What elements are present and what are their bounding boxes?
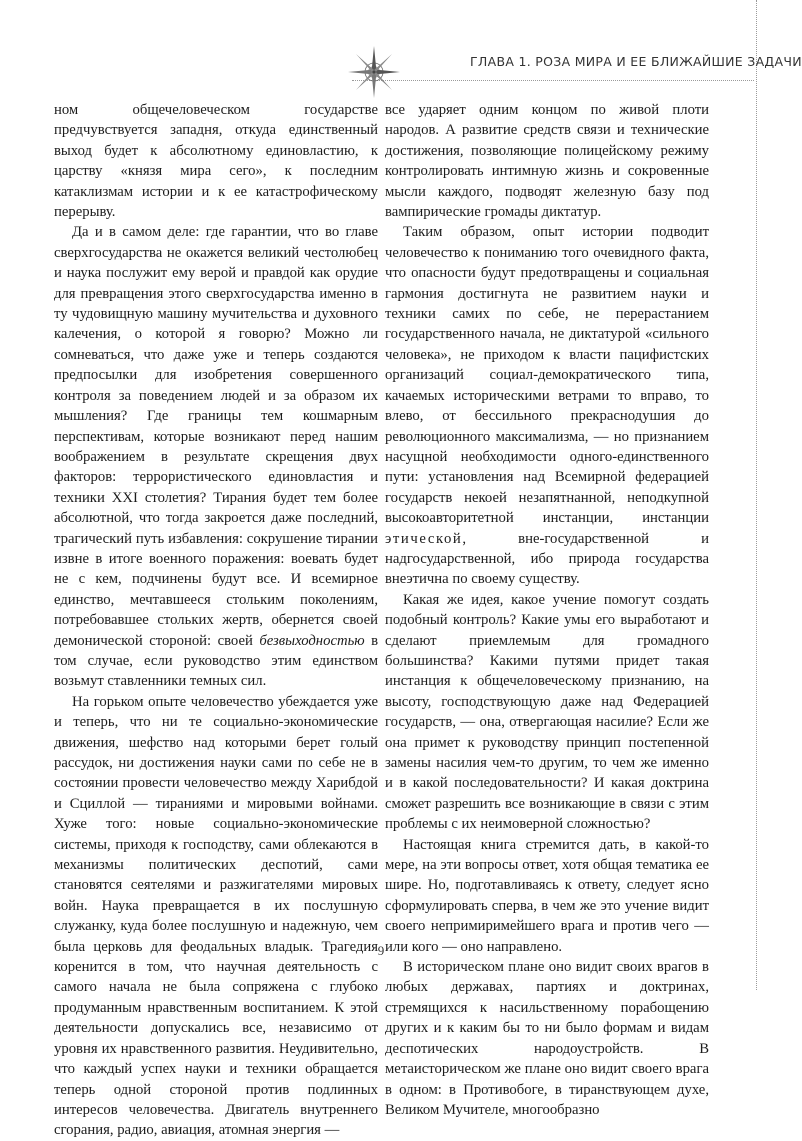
spaced-emphasis: этической xyxy=(385,530,463,547)
paragraph-text: Да и в самом деле: где гарантии, что во главе сверхгосударства не окажется великий честолюбец и наука послужит ему верой и правдой как орудие для превращения этого сверхгосударства именно в ту чудовищную машину мучительства и духовного калечения, о которой я говорю? Можно ли сомневаться, что даже уже и теперь создаются предпосылки для изобретения совершенного контроля за поведением людей и за образом их мышления? Где границы тем кошмарным перспективам, которые возникают перед нашим воображением в результате скрещения двух факторов: террористического единовластия и техники XXI столетия? Тирания будет тем более абсолютной, что тогда закроется даже последний, трагический путь избавления: сокрушение тирании извне в итоге военного поражения: воевать будет не с кем, подчинены будут все. И всемирное единство, мечтавшееся стольким поколениям, потребовавшее стольких жертв, обернется своей демонической стороной: своей xyxy=(54,224,378,649)
margin-dotted-rule xyxy=(756,0,757,990)
paragraph: Настоящая книга стремится дать, в какой-то мере, на эти вопросы ответ, хотя общая тематика ее шире. Но, подготавливаясь к ответу, следует ясно сформулировать сперва, в чем же это учение видит своего непримиримейшего врага и против чего — или кого — оно направлено. xyxy=(385,836,709,955)
compass-rose-icon xyxy=(346,44,402,100)
paragraph: ном общечеловеческом государстве предчувствуется западня, откуда единственный выход будет к абсолютному единовластию, к царству «князя мира сего», к последним катаклизмам истории и к ее катастрофическому перерыву. xyxy=(54,102,378,221)
page-number: 9 xyxy=(377,943,385,958)
running-head-title: ГЛАВА 1. РОЗА МИРА И ЕЕ БЛИЖАЙШИЕ ЗАДАЧИ xyxy=(470,54,802,69)
header-dotted-rule xyxy=(352,80,754,81)
italic-emphasis: безвыходностью xyxy=(259,632,365,649)
right-text-column xyxy=(385,100,709,1120)
paragraph: На горьком опыте человечество убеждается уже и теперь, что ни те социально-экономические движения, шефство над которыми берет голый рассудок, ни достижения науки сами по себе не в состоянии провести человечество между Харибдой и Сциллой — тираниями и мировыми войнами. Хуже того: новые социально-экономические системы, приходя к господству, сами облекаются в механизмы политических деспотий, сами становятся сеятелями и разжигателями мировых войн. Наука превращается в их послушную служанку, куда более послушную и надежную, чем была церковь для феодальных владык. Трагедия коренится в том, что научная деятельность с самого начала не была сопряжена с глубоко продуманным нравственным воспитанием. К этой деятельности допускались все, независимо от уровня их нравственного развития. Неудивительно, что каждый успех науки и техники обращается теперь одной стороной против подлинных интересов человечества. Двигатель внутреннего сгорания, радио, авиация, атомная энергия — xyxy=(54,693,378,1139)
paragraph-text: , вне-государственной и надгосударственной, ибо природа государства внеэтична по своему существу. xyxy=(385,530,709,588)
paragraph-text: в том случае, если руководство этим единством возьмут ставленники темных сил. xyxy=(54,632,379,690)
paragraph: В историческом плане оно видит своих врагов в любых державах, партиях и доктринах, стремящихся к насильственному порабощению других и к каким бы то ни было формам и видам деспотических народоустройств. В метаисторическом же плане оно видит своего врага в одном: в Противобоге, в тиранствующем духе, Великом Мучителе, многообразно xyxy=(385,959,709,1118)
paragraph xyxy=(54,222,378,691)
paragraph: все ударяет одним концом по живой плоти народов. А развитие средств связи и технические достижения, позволяющие полицейскому режиму контролировать интимную жизнь и сокровенные мысли каждого, подводят железную базу под вампирические громады диктатур. xyxy=(385,102,709,221)
left-text-column xyxy=(54,100,378,1141)
paragraph xyxy=(385,222,709,589)
paragraph: Какая же идея, какое учение помогут создать подобный контроль? Какие умы его выработают и сделают приемлемым для громадного большинства? Какими путями придет такая инстанция к общечеловеческому признанию, на высоту, господствующую даже над Федерацией государств, — она, отвергающая насилие? Если же она примет к руководству принцип постепенной замены насилия чем-то другим, то чем же именно и в какой последовательности? И какая доктрина сможет разрешить все возникающие в связи с этим проблемы с их неимоверной сложностью? xyxy=(385,591,709,833)
paragraph-text: Таким образом, опыт истории подводит человечество к пониманию того очевидного факта, что опасности будут предотвращены и социальная гармония достигнута не развитием науки и техники самих по себе, не перерастанием государственного начала, не диктатурой «сильного человека», не приходом к власти пацифистских организаций социал-демократического типа, качаемых историческими ветрами то вправо, то влево, от бессильного прекраснодушия до революционного максимализма, — но признанием насущной необходимости одного-единственного пути: установления над Всемирной федерацией государств некоей незапятнанной, неподкупной высокоавторитетной инстанции, инстанции xyxy=(385,224,709,527)
